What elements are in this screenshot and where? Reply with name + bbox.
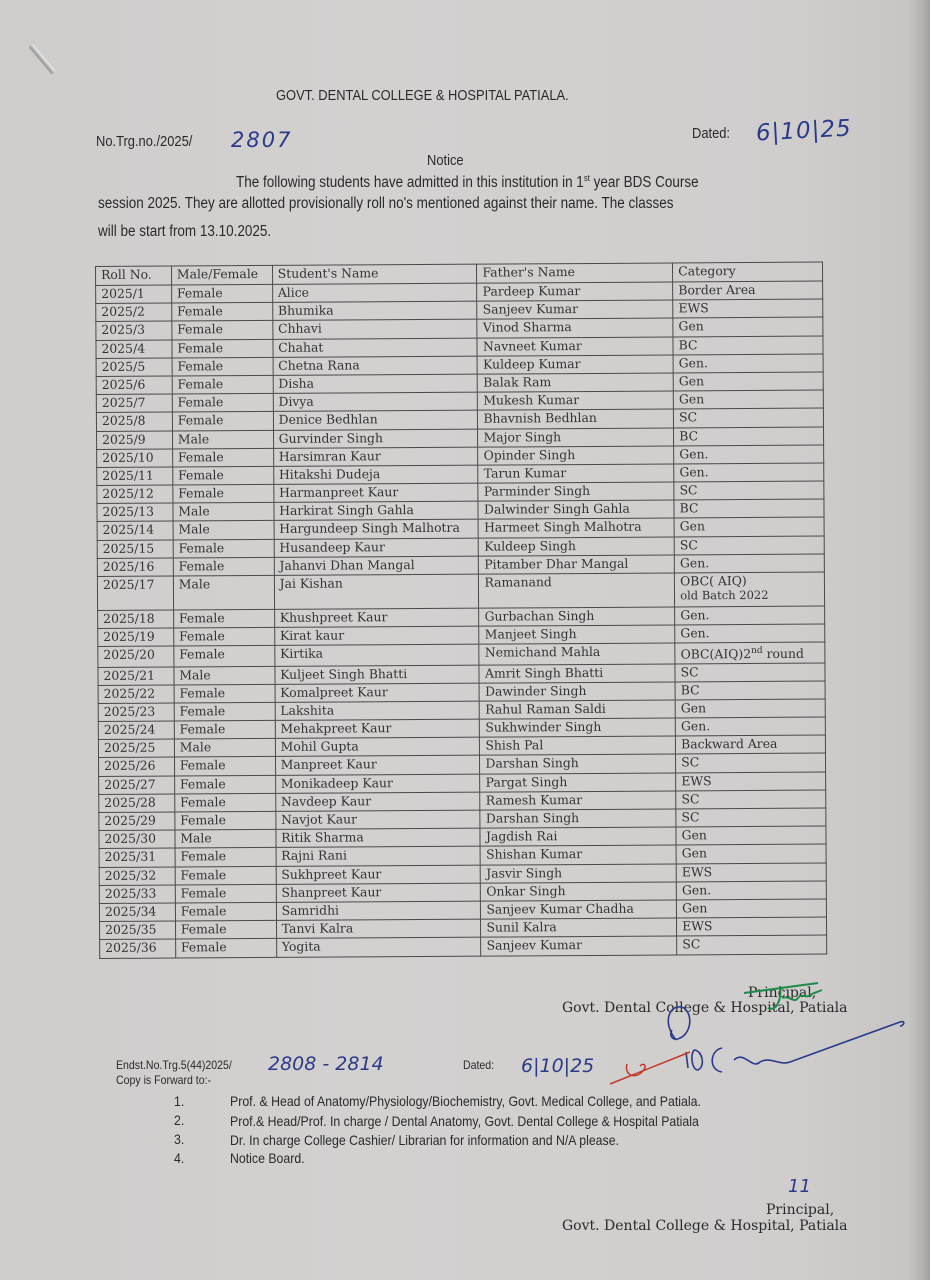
father-name-cell: Sunil Kalra — [481, 918, 677, 937]
gender-cell: Female — [175, 902, 276, 921]
category-text: Gen. — [680, 718, 711, 734]
student-name-cell: Rajni Rani — [276, 847, 481, 866]
category-text: SC — [682, 936, 701, 952]
roll-no-cell: 2025/4 — [96, 340, 172, 359]
category-text: Gen — [679, 518, 706, 534]
roll-no-cell: 2025/18 — [98, 610, 174, 629]
gender-cell: Female — [174, 775, 275, 794]
recipient-number: 1. — [174, 1093, 185, 1109]
recipient-number: 3. — [174, 1131, 185, 1147]
category-text: Gen. — [680, 607, 710, 623]
recipient-text: Dr. In charge College Cashier/ Librarian for information and N/A please. — [230, 1132, 619, 1148]
student-name-cell: Kirtika — [274, 645, 479, 666]
category-cell — [675, 699, 825, 718]
endorsement-reference-label: Endst.No.Trg.5(44)2025/ — [116, 1058, 232, 1072]
roll-no-cell: 2025/9 — [97, 431, 173, 450]
roll-no-cell: 2025/23 — [98, 703, 174, 722]
category-text: Gen — [682, 900, 708, 916]
father-name-cell: Sanjeev Kumar — [477, 300, 673, 319]
father-name-cell: Pardeep Kumar — [477, 282, 673, 301]
roll-no-cell: 2025/13 — [97, 503, 173, 522]
category-cell — [674, 408, 824, 427]
column-header-roll-no: Roll No. — [96, 266, 172, 285]
father-name-cell: Kuldeep Kumar — [478, 355, 674, 374]
gender-cell: Male — [174, 739, 275, 758]
father-name-cell: Shish Pal — [480, 736, 676, 755]
category-text: EWS — [681, 772, 712, 789]
student-name-cell: Bhumika — [272, 301, 477, 320]
category-cell — [676, 790, 826, 809]
gender-cell: Female — [173, 484, 274, 503]
student-name-cell: Alice — [272, 283, 477, 302]
category-text: BC — [678, 336, 698, 352]
gender-cell: Female — [175, 884, 276, 903]
notice-body-line-2: session 2025. They are allotted provisionally roll no's mentioned against their name. The classes — [98, 195, 674, 212]
father-name-cell: Nemichand Mahla — [479, 643, 675, 664]
category-text: OBC( AIQ) — [680, 573, 747, 589]
roll-no-cell: 2025/26 — [99, 757, 175, 776]
student-name-cell: Lakshita — [275, 701, 480, 720]
father-name-cell: Darshan Singh — [480, 809, 676, 828]
reference-number-label: No.Trg.no./2025/ — [96, 133, 193, 150]
student-name-cell: Shanpreet Kaur — [276, 883, 481, 902]
father-name-cell: Parminder Singh — [478, 482, 674, 501]
roll-no-cell: 2025/15 — [97, 540, 173, 559]
gender-cell: Female — [174, 720, 275, 739]
roll-no-cell: 2025/6 — [96, 376, 172, 395]
roll-no-cell: 2025/24 — [98, 721, 174, 740]
roll-no-cell: 2025/25 — [98, 739, 174, 758]
student-name-cell: Chetna Rana — [273, 356, 478, 375]
endorsement-dated-label: Dated: — [463, 1058, 495, 1072]
student-name-cell: Navjot Kaur — [276, 810, 481, 829]
category-cell — [673, 281, 823, 300]
gender-cell: Female — [174, 628, 275, 647]
student-name-cell: Navdeep Kaur — [275, 792, 480, 811]
father-name-cell: Harmeet Singh Malhotra — [479, 518, 675, 537]
student-name-cell: Harsimran Kaur — [273, 447, 478, 466]
roll-no-cell: 2025/20 — [98, 646, 174, 667]
category-ordinal: nd — [751, 646, 763, 657]
category-cell — [674, 499, 824, 518]
table-row — [97, 572, 824, 610]
father-name-cell: Vinod Sharma — [477, 318, 673, 337]
gender-cell: Female — [175, 848, 276, 867]
roll-no-cell: 2025/12 — [97, 485, 173, 504]
category-text: Gen. — [679, 555, 710, 571]
ordinal-suffix: st — [583, 173, 590, 183]
father-name-cell: Kuldeep Singh — [479, 537, 675, 556]
student-name-cell: Jahanvi Dhan Mangal — [274, 556, 479, 575]
category-note: old Batch 2022 — [680, 587, 769, 603]
roll-no-cell: 2025/31 — [99, 848, 175, 867]
roll-no-cell: 2025/35 — [100, 921, 176, 940]
category-cell — [674, 463, 824, 482]
gender-cell: Male — [173, 521, 274, 540]
student-name-cell: Chahat — [273, 338, 478, 357]
principal-institution-2: Govt. Dental College & Hospital, Patiala — [562, 1218, 848, 1234]
category-text: EWS — [681, 863, 713, 879]
category-cell — [673, 354, 823, 373]
category-cell — [673, 317, 823, 336]
father-name-cell: Dalwinder Singh Gahla — [478, 500, 674, 519]
category-cell — [677, 935, 827, 954]
roll-no-cell: 2025/27 — [99, 776, 175, 795]
roll-no-cell: 2025/10 — [97, 449, 173, 468]
gender-cell: Female — [172, 394, 273, 413]
category-cell — [677, 899, 827, 918]
roll-no-cell: 2025/2 — [96, 303, 172, 322]
gender-cell: Female — [172, 412, 273, 431]
principal-title: Principal, — [748, 985, 817, 1001]
roll-no-cell: 2025/5 — [96, 358, 172, 377]
father-name-cell: Darshan Singh — [480, 754, 676, 773]
category-text: Gen — [678, 318, 704, 334]
gender-cell: Female — [172, 303, 273, 322]
roll-no-cell: 2025/36 — [100, 939, 176, 958]
category-cell — [675, 624, 825, 643]
student-roster-table — [95, 262, 827, 959]
notice-body-line-3: will be start from 13.10.2025. — [98, 223, 272, 240]
category-cell — [674, 445, 824, 464]
category-cell — [676, 844, 826, 863]
student-name-cell: Divya — [273, 392, 478, 411]
category-text: Gen. — [679, 464, 709, 480]
category-text: Gen — [678, 391, 705, 407]
roll-no-cell: 2025/19 — [98, 628, 174, 647]
roll-no-cell: 2025/30 — [99, 830, 175, 849]
gender-cell: Female — [174, 757, 275, 776]
father-name-cell: Ramanand — [479, 573, 675, 608]
date-handwritten: 6|10|25 — [755, 115, 853, 147]
student-name-cell: Komalpreet Kaur — [275, 683, 480, 702]
reference-number-handwritten: 2807 — [231, 128, 293, 152]
student-name-cell: Kirat kaur — [274, 626, 479, 645]
gender-cell: Female — [174, 646, 275, 667]
father-name-cell: Sanjeev Kumar Chadha — [481, 900, 677, 919]
roll-no-cell: 2025/14 — [97, 521, 173, 540]
paper-edge-shadow — [908, 0, 930, 1280]
student-name-cell: Ritik Sharma — [276, 828, 481, 847]
column-header-father-name: Father's Name — [477, 263, 673, 283]
category-cell — [674, 536, 824, 555]
student-name-cell: Mohil Gupta — [275, 737, 480, 756]
roll-no-cell: 2025/22 — [98, 685, 174, 704]
body-text: year BDS Course — [593, 174, 699, 192]
father-name-cell: Mukesh Kumar — [478, 391, 674, 410]
category-text: Backward Area — [681, 736, 778, 752]
category-cell — [675, 681, 825, 700]
category-cell — [674, 481, 824, 500]
category-text: Gen — [681, 845, 708, 861]
category-cell — [676, 808, 826, 827]
gender-cell: Female — [171, 284, 272, 303]
category-text: SC — [679, 409, 698, 425]
category-text: Border Area — [678, 281, 756, 298]
father-name-cell: Bhavnish Bedhlan — [478, 409, 674, 428]
gender-cell: Female — [172, 448, 273, 467]
father-name-cell: Navneet Kumar — [477, 337, 673, 356]
gender-cell: Female — [174, 702, 275, 721]
notice-body-line-1 — [236, 173, 699, 192]
notice-heading: Notice — [427, 152, 464, 169]
category-cell — [673, 372, 823, 391]
category-text: EWS — [678, 300, 709, 316]
category-cell — [676, 735, 826, 754]
student-name-cell: Samridhi — [276, 901, 481, 920]
recipient-text: Prof.& Head/Prof. In charge / Dental Anatomy, Govt. Dental College & Hospital Patiala — [230, 1113, 699, 1129]
roll-no-cell: 2025/29 — [99, 812, 175, 831]
father-name-cell: Sanjeev Kumar — [481, 936, 677, 955]
student-name-cell: Sukhpreet Kaur — [276, 865, 481, 884]
category-cell — [675, 606, 825, 625]
category-cell — [674, 517, 824, 536]
father-name-cell: Ramesh Kumar — [480, 791, 676, 810]
father-name-cell: Balak Ram — [478, 373, 674, 392]
category-text: Gen. — [681, 881, 712, 898]
father-name-cell: Gurbachan Singh — [479, 607, 675, 626]
category-text: Gen — [681, 827, 707, 843]
recipient-number: 4. — [174, 1150, 185, 1166]
category-text: EWS — [682, 918, 713, 934]
recipient-text: Notice Board. — [230, 1150, 305, 1166]
roll-no-cell: 2025/16 — [97, 558, 173, 577]
category-cell — [676, 772, 826, 791]
father-name-cell: Amrit Singh Bhatti — [479, 663, 675, 682]
father-name-cell: Shishan Kumar — [481, 845, 677, 864]
student-name-cell: Husandeep Kaur — [274, 538, 479, 557]
gender-cell: Female — [174, 684, 275, 703]
category-text: BC — [679, 500, 699, 516]
roll-no-cell: 2025/17 — [97, 576, 173, 610]
table-row — [100, 935, 827, 958]
category-cell — [674, 554, 824, 573]
category-text: Gen — [678, 373, 705, 389]
gender-cell: Female — [173, 557, 274, 576]
dated-label: Dated: — [692, 125, 731, 142]
principal-institution: Govt. Dental College & Hospital, Patiala — [562, 1000, 848, 1016]
category-cell — [676, 881, 826, 900]
gender-cell: Female — [172, 375, 273, 394]
roll-no-cell: 2025/1 — [96, 285, 172, 304]
father-name-cell: Tarun Kumar — [478, 464, 674, 483]
category-text: BC — [679, 427, 699, 443]
student-name-cell: Khushpreet Kaur — [274, 608, 479, 627]
category-cell — [673, 299, 823, 318]
student-name-cell: Hitakshi Dudeja — [273, 465, 478, 484]
student-name-cell: Kuljeet Singh Bhatti — [275, 665, 480, 684]
recipient-number: 2. — [174, 1112, 185, 1128]
gender-cell: Male — [174, 666, 275, 685]
category-cell — [676, 826, 826, 845]
category-text-suffix: round — [762, 646, 804, 662]
gender-cell: Female — [175, 921, 276, 940]
father-name-cell: Pargat Singh — [480, 773, 676, 792]
category-cell — [677, 917, 827, 936]
gender-cell: Female — [172, 339, 273, 358]
endorsement-date-handwritten: 6|10|25 — [521, 1055, 595, 1077]
recipient-text: Prof. & Head of Anatomy/Physiology/Biochemistry, Govt. Medical College, and Patiala. — [230, 1093, 701, 1109]
student-name-cell: Disha — [273, 374, 478, 393]
category-text: Gen. — [680, 625, 710, 641]
category-cell — [675, 572, 825, 607]
roll-no-cell: 2025/21 — [98, 667, 174, 686]
category-cell — [676, 753, 826, 772]
copy-forward-label: Copy is Forward to:- — [116, 1073, 212, 1087]
student-name-cell: Monikadeep Kaur — [275, 774, 480, 793]
category-cell — [674, 427, 824, 446]
gender-cell: Female — [172, 357, 273, 376]
student-name-cell: Jai Kishan — [274, 574, 479, 609]
student-name-cell: Mehakpreet Kaur — [275, 719, 480, 738]
gender-cell: Male — [173, 575, 274, 610]
father-name-cell: Pitamber Dhar Mangal — [479, 555, 675, 574]
signature-mark: 11 — [788, 1176, 811, 1197]
father-name-cell: Jasvir Singh — [481, 864, 677, 883]
roll-no-cell: 2025/34 — [99, 903, 175, 922]
student-name-cell: Tanvi Kalra — [276, 919, 481, 938]
category-cell — [673, 390, 823, 409]
roll-no-cell: 2025/8 — [96, 412, 172, 431]
category-cell — [675, 663, 825, 682]
category-text: Gen. — [678, 355, 708, 371]
father-name-cell: Rahul Raman Saldi — [480, 700, 676, 719]
principal-title-2: Principal, — [766, 1202, 835, 1218]
category-cell — [673, 336, 823, 355]
roll-no-cell: 2025/32 — [99, 867, 175, 886]
category-cell — [676, 863, 826, 882]
gender-cell: Female — [172, 321, 273, 340]
category-cell — [675, 717, 825, 736]
roll-no-cell: 2025/11 — [97, 467, 173, 486]
institution-title: GOVT. DENTAL COLLEGE & HOSPITAL PATIALA. — [276, 87, 569, 104]
gender-cell: Male — [172, 430, 273, 449]
category-text: SC — [681, 809, 700, 825]
category-cell — [675, 642, 825, 663]
category-text: SC — [681, 754, 700, 770]
column-header-category: Category — [673, 262, 823, 282]
gender-cell: Female — [175, 866, 276, 885]
father-name-cell: Onkar Singh — [481, 882, 677, 901]
gender-cell: Male — [173, 503, 274, 522]
student-name-cell: Harkirat Singh Gahla — [274, 501, 479, 520]
student-name-cell: Harmanpreet Kaur — [274, 483, 479, 502]
father-name-cell: Jagdish Rai — [480, 827, 676, 846]
student-name-cell: Denice Bedhlan — [273, 410, 478, 429]
father-name-cell: Opinder Singh — [478, 446, 674, 465]
body-text: The following students have admitted in this institution in 1 — [236, 174, 584, 192]
father-name-cell: Sukhwinder Singh — [480, 718, 676, 737]
gender-cell: Female — [175, 939, 276, 958]
category-text: SC — [679, 536, 698, 553]
gender-cell: Female — [173, 609, 274, 628]
student-name-cell: Gurvinder Singh — [273, 429, 478, 448]
category-text: Gen — [680, 700, 707, 716]
gender-cell: Male — [175, 830, 276, 849]
category-text: OBC(AIQ)2 — [680, 646, 752, 662]
category-text: SC — [679, 482, 698, 498]
roll-no-cell: 2025/33 — [99, 885, 175, 904]
roll-no-cell: 2025/7 — [96, 394, 172, 413]
father-name-cell: Dawinder Singh — [480, 682, 676, 701]
student-name-cell: Manpreet Kaur — [275, 756, 480, 775]
category-text: Gen. — [679, 445, 709, 462]
gender-cell: Female — [173, 466, 274, 485]
father-name-cell: Major Singh — [478, 427, 674, 446]
table-body — [96, 281, 827, 958]
column-header-student-name: Student's Name — [272, 264, 477, 284]
endorsement-range-handwritten: 2808 - 2814 — [268, 1053, 384, 1075]
category-text: SC — [681, 791, 700, 807]
gender-cell: Female — [175, 811, 276, 830]
student-name-cell: Chhavi — [273, 320, 478, 339]
roll-no-cell: 2025/28 — [99, 794, 175, 813]
category-text: BC — [680, 682, 700, 698]
roll-no-cell: 2025/3 — [96, 321, 172, 340]
category-text: SC — [680, 663, 699, 679]
column-header-gender: Male/Female — [171, 265, 272, 285]
father-name-cell: Manjeet Singh — [479, 625, 675, 644]
student-name-cell: Yogita — [276, 937, 481, 956]
gender-cell: Female — [173, 539, 274, 558]
gender-cell: Female — [175, 793, 276, 812]
student-name-cell: Hargundeep Singh Malhotra — [274, 520, 479, 539]
